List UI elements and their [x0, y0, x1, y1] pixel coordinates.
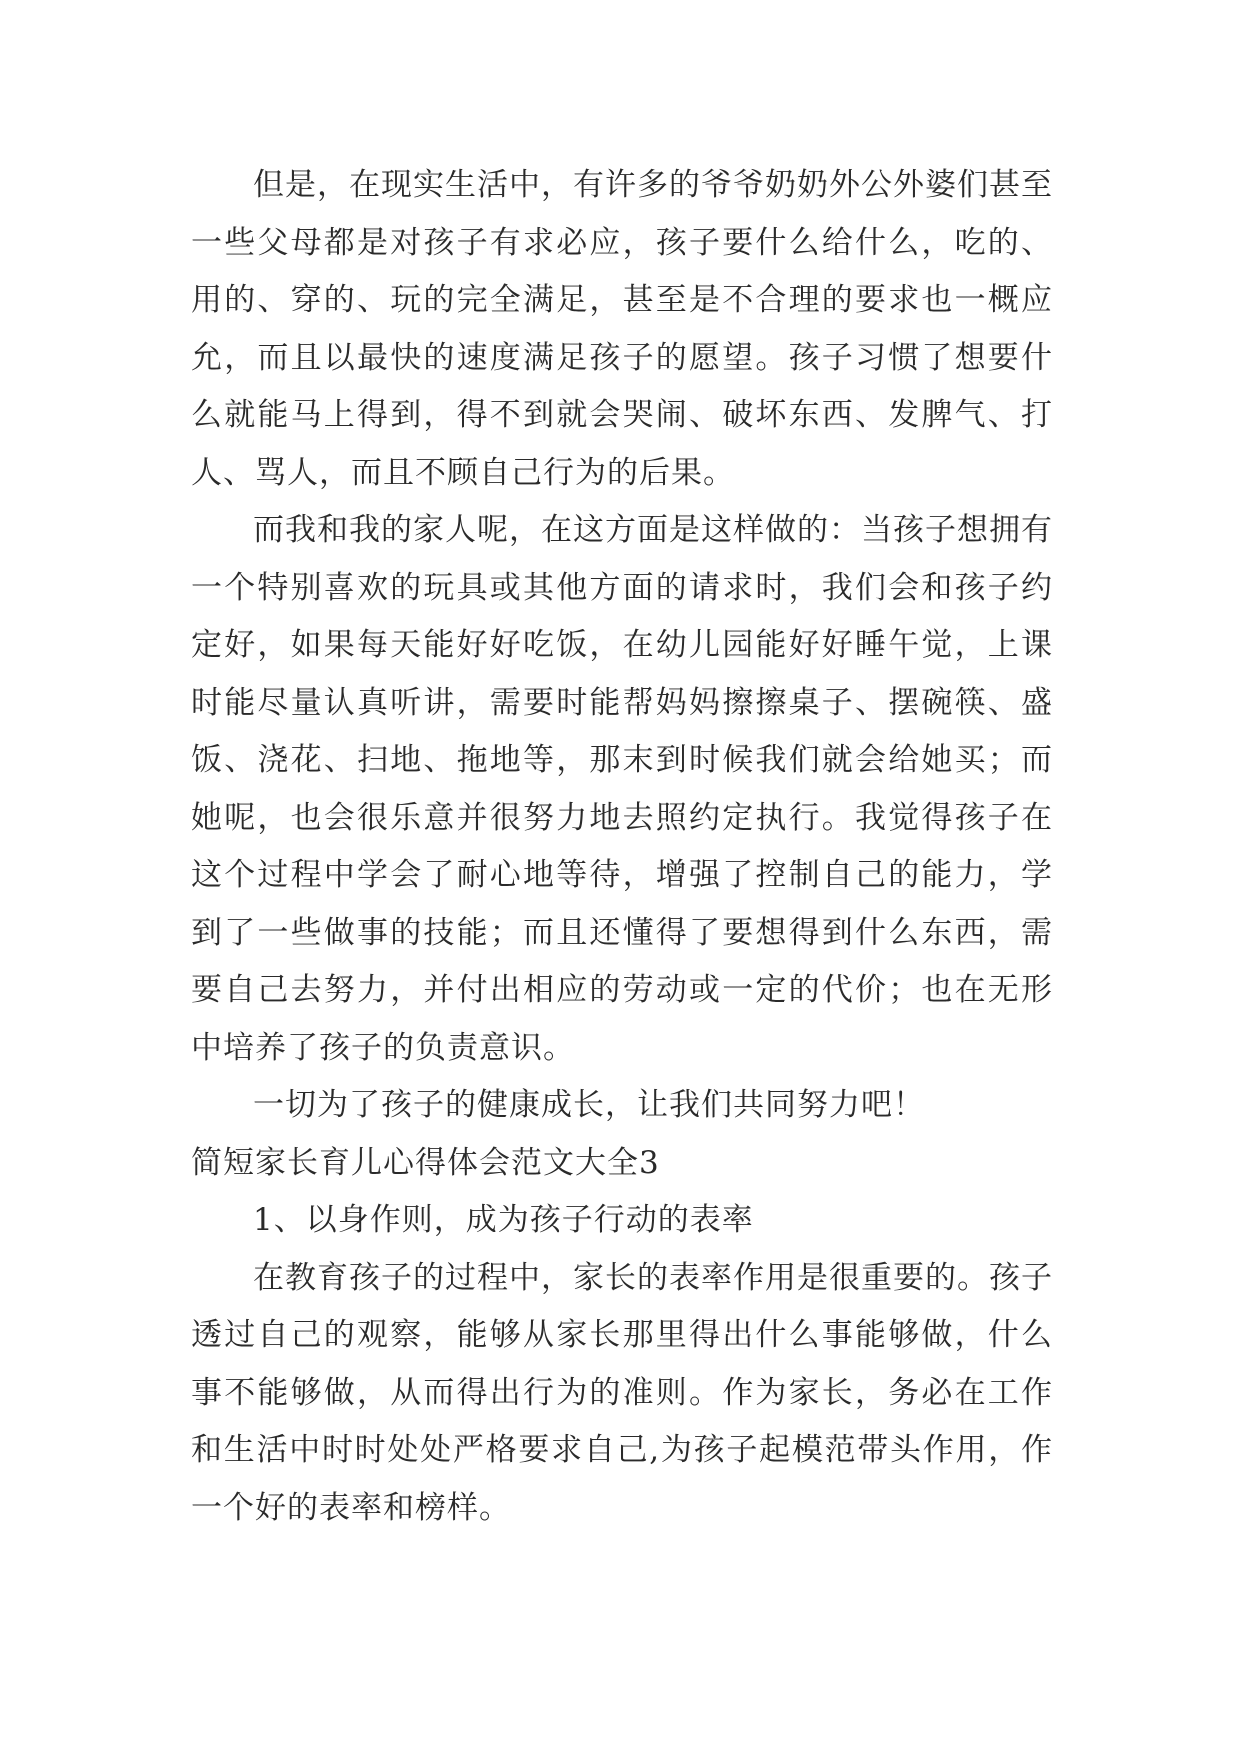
paragraph-3: 一切为了孩子的健康成长，让我们共同努力吧！: [253, 1087, 925, 1123]
section-point-1: 1、以身作则，成为孩子行动的表率: [253, 1202, 754, 1238]
document-body: [191, 157, 1053, 1537]
section-paragraph-1: 在教育孩子的过程中，家长的表率作用是很重要的。孩子透过自己的观察，能够从家长那里得出什么事能够做，什么事不能够做，从而得出行为的准则。作为家长，务必在工作和生活中时时处处严格要求自己,为孩子起模范带头作用，作一个好的表率和榜样。: [191, 1259, 1053, 1526]
paragraph-1: 但是，在现实生活中，有许多的爷爷奶奶外公外婆们甚至一些父母都是对孩子有求必应，孩子要什么给什么，吃的、用的、穿的、玩的完全满足，甚至是不合理的要求也一概应允，而且以最快的速度满足孩子的愿望。孩子习惯了想要什么就能马上得到，得不到就会哭闹、破坏东西、发脾气、打人、骂人，而且不顾自己行为的后果。: [191, 167, 1053, 491]
paragraph-2: 而我和我的家人呢，在这方面是这样做的：当孩子想拥有一个特别喜欢的玩具或其他方面的请求时，我们会和孩子约定好，如果每天能好好吃饭，在幼儿园能好好睡午觉，上课时能尽量认真听讲，需要时能帮妈妈擦擦桌子、摆碗筷、盛饭、浇花、扫地、拖地等，那末到时候我们就会给她买；而她呢，也会很乐意并很努力地去照约定执行。我觉得孩子在这个过程中学会了耐心地等待，增强了控制自己的能力，学到了一些做事的技能；而且还懂得了要想得到什么东西，需要自己去努力，并付出相应的劳动或一定的代价；也在无形中培养了孩子的负责意识。: [191, 512, 1053, 1066]
section-title: 简短家长育儿心得体会范文大全3: [191, 1144, 660, 1181]
